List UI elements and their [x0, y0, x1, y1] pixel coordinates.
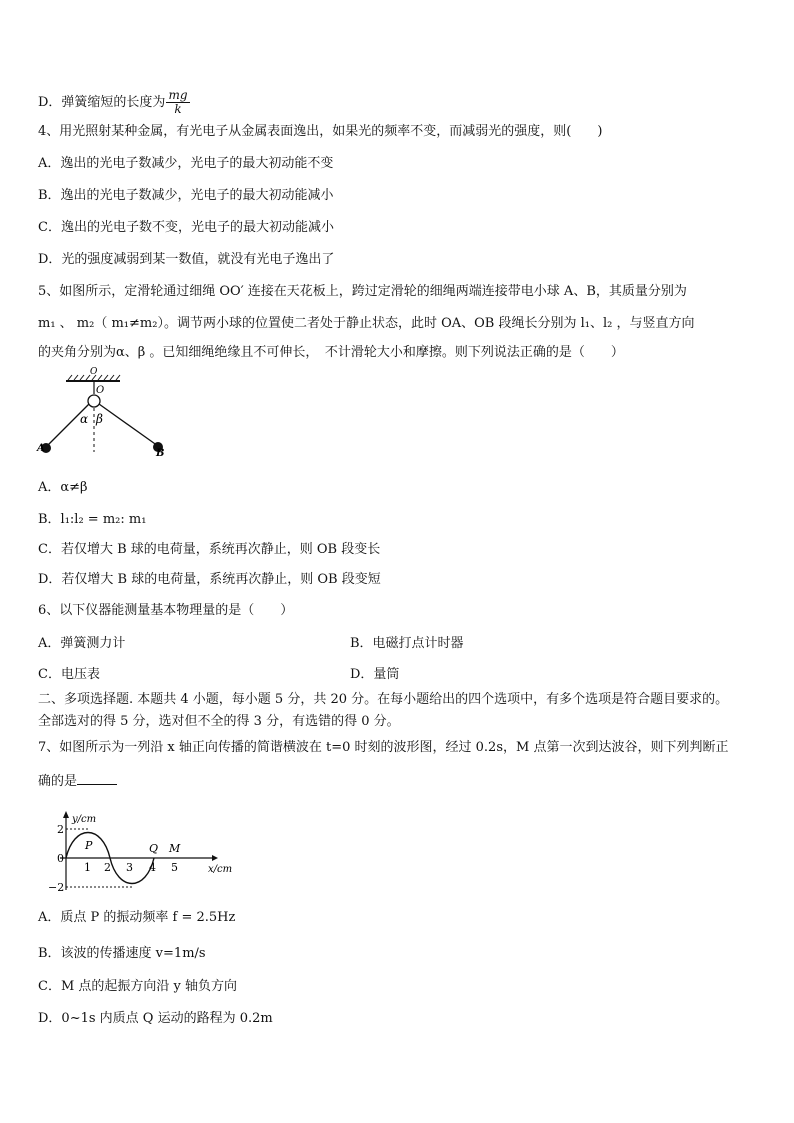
point-p-label: P — [85, 839, 93, 852]
q4-option-c: C．逸出的光电子数不变，光电子的最大初动能减小 — [38, 220, 334, 235]
q7-option-c: C．M 点的起振方向沿 y 轴负方向 — [38, 979, 237, 994]
point-m-label: M — [169, 842, 181, 855]
q7-option-a: A．质点 P 的振动频率 f = 2.5Hz — [38, 910, 236, 925]
x-tick-2: 2 — [104, 861, 111, 874]
q6-stem: 6、以下仪器能测量基本物理量的是（ ） — [38, 603, 294, 618]
ball-a-label: A — [37, 443, 45, 454]
q6-row1 — [38, 636, 464, 652]
point-q-label: Q — [149, 842, 159, 855]
q5-option-d: D．若仅增大 B 球的电荷量，系统再次静止，则 OB 段变短 — [38, 572, 381, 587]
q5-stem-line3: 的夹角分别为α、β 。已知细绳绝缘且不可伸长， 不计滑轮大小和摩擦。则下列说法正确的是（ ） — [38, 345, 624, 360]
q5-stem-line2: m₁ 、 m₂（ m₁≠m₂）。调节两小球的位置使二者处于静止状态，此时 OA、OB 段绳长分别为 l₁、l₂ ，与竖直方向 — [38, 316, 695, 331]
section2-header-line1: 二、多项选择题. 本题共 4 小题，每小题 5 分，共 20 分。在每小题给出的四个选项中，有多个选项是符合题目要求的。 — [38, 692, 729, 707]
pulley-icon — [88, 395, 100, 407]
q5-option-a: A．α≠β — [38, 480, 88, 495]
q6-option-c: C．电压表 — [38, 667, 100, 682]
q7-stem-line2-text: 确的是 — [38, 774, 78, 789]
x-axis-label: x/cm — [208, 864, 233, 875]
q4-option-a: A．逸出的光电子数减少，光电子的最大初动能不变 — [38, 156, 334, 171]
q7-option-d: D．0~1s 内质点 Q 运动的路程为 0.2m — [38, 1011, 273, 1026]
q5-option-c: C．若仅增大 B 球的电荷量，系统再次静止，则 OB 段变长 — [38, 542, 381, 557]
q7-stem-line2 — [38, 772, 117, 790]
x-tick-4: 4 — [149, 861, 156, 874]
q4-option-b: B．逸出的光电子数减少，光电子的最大初动能减小 — [38, 188, 334, 203]
ceiling-point-label: O — [90, 367, 98, 377]
x-tick-5: 5 — [171, 861, 178, 874]
pulley-figure — [36, 364, 176, 468]
fraction-denominator: k — [174, 102, 182, 116]
y-tick-2: 2 — [57, 823, 64, 836]
q7-stem-line1: 7、如图所示为一列沿 x 轴正向传播的简谐横波在 t=0 时刻的波形图，经过 0.2s，M 点第一次到达波谷，则下列判断正 — [38, 740, 729, 755]
q6-row2 — [38, 667, 400, 683]
y-axis-label: y/cm — [72, 814, 97, 825]
q3-option-d-text: D．弹簧缩短的长度为 — [38, 95, 166, 110]
q5-stem-line1: 5、如图所示，定滑轮通过细绳 OO′ 连接在天花板上，跨过定滑轮的细绳两端连接带电小球 A、B，其质量分别为 — [38, 284, 687, 299]
q7-option-b: B．该波的传播速度 v=1m/s — [38, 946, 206, 961]
y-tick-0: 0 — [57, 852, 64, 865]
ball-b-label: B — [156, 448, 165, 459]
q5-option-b: B．l₁:l₂ = m₂: m₁ — [38, 512, 147, 527]
q6-option-d: D．量筒 — [350, 667, 400, 682]
wave-figure — [40, 808, 240, 894]
x-axis-arrow — [212, 855, 218, 861]
q6-option-b: B．电磁打点计时器 — [350, 636, 464, 651]
fraction-mg-over-k — [166, 89, 189, 116]
rope-ob — [99, 404, 158, 446]
q3-option-d — [38, 89, 190, 116]
q4-stem: 4、用光照射某种金属，有光电子从金属表面逸出，如果光的频率不变，而减弱光的强度，则( ) — [38, 124, 603, 139]
answer-blank — [77, 772, 117, 785]
q6-option-a: A．弹簧测力计 — [38, 636, 126, 651]
angle-alpha-label: α — [80, 412, 89, 426]
y-axis-arrow — [63, 811, 69, 818]
y-tick-neg2: −2 — [48, 881, 65, 894]
q4-option-d: D．光的强度减弱到某一数值，就没有光电子逸出了 — [38, 252, 335, 267]
x-tick-3: 3 — [126, 861, 133, 874]
x-tick-1: 1 — [84, 861, 91, 874]
angle-beta-label: β — [96, 412, 103, 426]
fraction-numerator: mg — [168, 88, 188, 102]
pulley-label: O — [96, 385, 105, 396]
section2-header-line2: 全部选对的得 5 分，选对但不全的得 3 分，有选错的得 0 分。 — [38, 714, 400, 729]
